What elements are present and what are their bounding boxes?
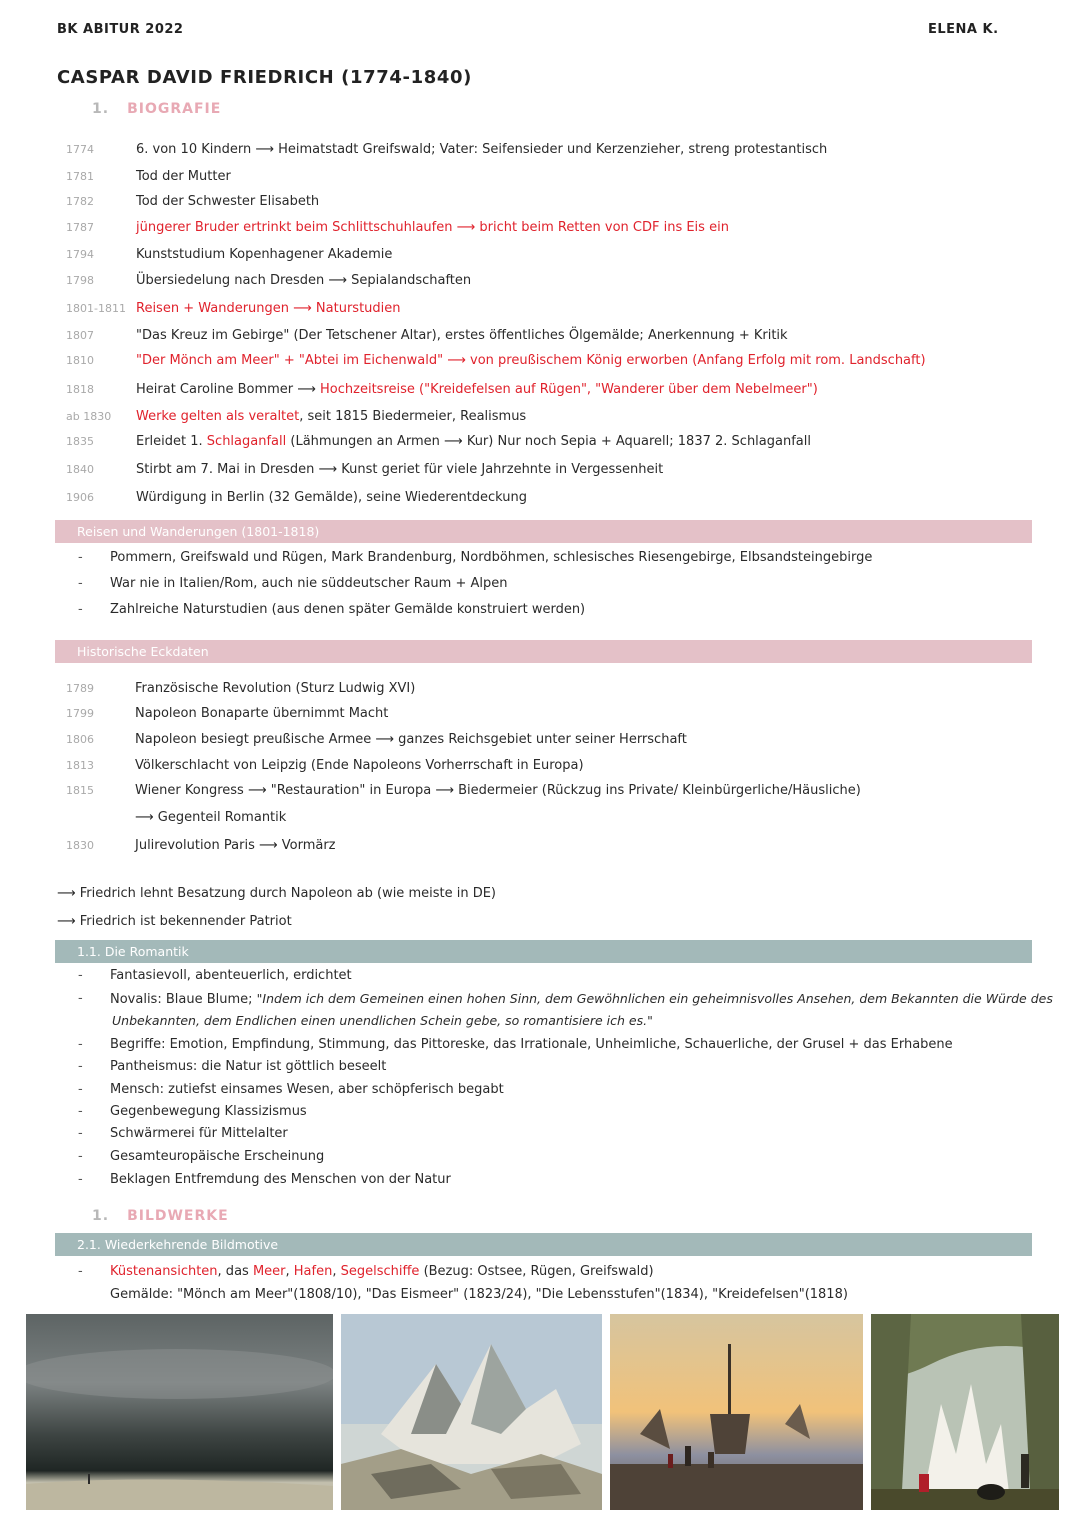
plain-text: Begriffe: Emotion, Empfindung, Stimmung, das Pittoreske, das Irrationale, Unheimliche, Schauerliche, der Grusel + das Erhabene bbox=[110, 1037, 953, 1052]
biography-row bbox=[0, 139, 1080, 161]
section-label: BIOGRAFIE bbox=[127, 101, 222, 117]
biography-row bbox=[0, 166, 1080, 188]
history-text: Napoleon besiegt preußische Armee ⟶ ganzes Reichsgebiet unter seiner Herrschaft bbox=[135, 732, 687, 747]
biography-row bbox=[0, 270, 1080, 292]
biography-year: 1801-1811 bbox=[66, 302, 126, 315]
plain-text: Gesamteuropäische Erscheinung bbox=[110, 1149, 325, 1164]
travel-heading: Reisen und Wanderungen (1801-1818) bbox=[55, 520, 1032, 543]
plain-text: Erleidet 1. bbox=[136, 434, 207, 449]
painting-image bbox=[26, 1314, 333, 1510]
bullet-dash: - bbox=[78, 1037, 83, 1052]
biography-row bbox=[0, 325, 1080, 347]
history-text: Julirevolution Paris ⟶ Vormärz bbox=[135, 838, 336, 853]
biography-text bbox=[136, 298, 401, 320]
biography-text bbox=[136, 325, 788, 347]
motif-red: Segelschiffe bbox=[340, 1264, 420, 1279]
painting-image bbox=[341, 1314, 602, 1510]
section-label: BILDWERKE bbox=[127, 1208, 229, 1224]
biography-year: ab 1830 bbox=[66, 410, 112, 423]
romantik-item bbox=[0, 1101, 1080, 1123]
plain-text: Tod der Mutter bbox=[136, 169, 231, 184]
motifs-line-2 bbox=[0, 1284, 1080, 1306]
plain-text: Novalis: Blaue Blume; bbox=[110, 992, 257, 1007]
biography-text bbox=[136, 166, 231, 188]
painting-image bbox=[871, 1314, 1059, 1510]
motifs-text bbox=[110, 1261, 654, 1283]
header-author: ELENA K. bbox=[928, 22, 999, 37]
biography-year: 1818 bbox=[66, 383, 94, 396]
bullet-dash: - bbox=[78, 1264, 83, 1279]
romantik-item-text bbox=[110, 1101, 307, 1123]
biography-row bbox=[0, 298, 1080, 320]
romantik-item-text bbox=[110, 1146, 324, 1168]
bullet-dash: - bbox=[78, 1104, 83, 1119]
biography-text bbox=[136, 244, 392, 266]
biography-year: 1807 bbox=[66, 329, 94, 342]
travel-item bbox=[0, 599, 1080, 621]
plain-text: Mensch: zutiefst einsames Wesen, aber schöpferisch begabt bbox=[110, 1082, 504, 1097]
biography-text bbox=[136, 139, 827, 161]
motif-red: Küstenansichten bbox=[110, 1264, 218, 1279]
biography-year: 1798 bbox=[66, 274, 94, 287]
plain-text: Gegenbewegung Klassizismus bbox=[110, 1104, 307, 1119]
romantik-item bbox=[0, 1123, 1080, 1145]
history-year: 1799 bbox=[66, 707, 94, 720]
plain-text: Heirat Caroline Bommer ⟶ bbox=[136, 382, 321, 397]
section-number: 1. bbox=[92, 1208, 110, 1224]
history-row bbox=[0, 703, 1080, 725]
painting-kreidefelsen bbox=[871, 1314, 1059, 1510]
plain-text: Übersiedelung nach Dresden ⟶ Sepialandschaften bbox=[136, 273, 472, 288]
biography-text bbox=[136, 350, 926, 372]
motif-sep: , das bbox=[217, 1264, 253, 1279]
romantik-item-text bbox=[110, 1056, 386, 1078]
romantik-item-text bbox=[110, 988, 1053, 1011]
history-year: 1806 bbox=[66, 733, 94, 746]
biography-row bbox=[0, 191, 1080, 213]
romantik-item-text bbox=[110, 1079, 504, 1101]
romantik-item bbox=[0, 1169, 1080, 1191]
history-text: Napoleon Bonaparte übernimmt Macht bbox=[135, 706, 389, 721]
travel-item bbox=[0, 547, 1080, 569]
novalis-quote-continued: Unbekannten, dem Endlichen einen unendlichen Schein gebe, so romantisiere ich es." bbox=[112, 1013, 653, 1028]
highlight-text: Schlaganfall bbox=[206, 434, 287, 449]
bullet-dash: - bbox=[78, 1172, 83, 1187]
history-text: Wiener Kongress ⟶ "Restauration" in Europa ⟶ Biedermeier (Rückzug ins Private/ Kleinbürgerliche/Häusliche) bbox=[135, 783, 861, 798]
bullet-dash: - bbox=[78, 991, 83, 1006]
biography-row bbox=[0, 217, 1080, 239]
romantik-item-text bbox=[110, 1034, 953, 1056]
romantik-heading: 1.1. Die Romantik bbox=[55, 940, 1032, 963]
biography-year: 1840 bbox=[66, 463, 94, 476]
bullet-dash: - bbox=[78, 550, 83, 565]
biography-text bbox=[136, 217, 729, 239]
plain-text: Pantheismus: die Natur ist göttlich beseelt bbox=[110, 1059, 387, 1074]
biography-year: 1835 bbox=[66, 435, 94, 448]
biography-text bbox=[136, 431, 811, 453]
biography-year: 1782 bbox=[66, 195, 94, 208]
plain-text: , seit 1815 Biedermeier, Realismus bbox=[299, 409, 527, 424]
romantik-item-text bbox=[110, 1169, 451, 1191]
page-title: CASPAR DAVID FRIEDRICH (1774-1840) bbox=[57, 67, 472, 88]
plain-text: Tod der Schwester Elisabeth bbox=[136, 194, 320, 209]
biography-row bbox=[0, 459, 1080, 481]
plain-text: Schwärmerei für Mittelalter bbox=[110, 1126, 288, 1141]
header-left: BK ABITUR 2022 bbox=[57, 22, 184, 37]
biography-year: 1781 bbox=[66, 170, 94, 183]
romantik-item-text bbox=[110, 1123, 288, 1145]
highlight-text: Hochzeitsreise ("Kreidefelsen auf Rügen", "Wanderer über dem Nebelmeer") bbox=[320, 382, 818, 397]
painting-image bbox=[610, 1314, 863, 1510]
biography-row bbox=[0, 406, 1080, 428]
travel-item bbox=[0, 573, 1080, 595]
romantik-item bbox=[0, 1034, 1080, 1056]
plain-text: Kunststudium Kopenhagener Akademie bbox=[136, 247, 393, 262]
history-year: 1813 bbox=[66, 759, 94, 772]
history-year: 1830 bbox=[66, 839, 94, 852]
biography-row bbox=[0, 379, 1080, 401]
romantik-item bbox=[0, 1146, 1080, 1168]
romantik-item bbox=[0, 1079, 1080, 1101]
bullet-dash: - bbox=[78, 1126, 83, 1141]
novalis-quote: "Indem ich dem Gemeinen einen hohen Sinn, dem Gewöhnlichen ein geheimnisvolles Ansehen, dem Bekannten die Würde des bbox=[256, 991, 1053, 1006]
highlight-text: jüngerer Bruder ertrinkt beim Schlittschuhlaufen ⟶ bricht beim Retten von CDF ins Eis ein bbox=[136, 220, 729, 235]
biography-text bbox=[136, 379, 818, 401]
history-year: 1789 bbox=[66, 682, 94, 695]
bullet-dash: - bbox=[78, 576, 83, 591]
history-text: Französische Revolution (Sturz Ludwig XVI) bbox=[135, 681, 416, 696]
section-biografie bbox=[92, 101, 221, 117]
biography-year: 1787 bbox=[66, 221, 94, 234]
travel-item-text: War nie in Italien/Rom, auch nie süddeutscher Raum + Alpen bbox=[110, 576, 508, 591]
conclusion-line: ⟶ Friedrich lehnt Besatzung durch Napoleon ab (wie meiste in DE) bbox=[57, 886, 496, 901]
painting-das-eismeer bbox=[341, 1314, 602, 1510]
biography-row bbox=[0, 350, 1080, 372]
biography-row bbox=[0, 487, 1080, 509]
history-text: ⟶ Gegenteil Romantik bbox=[135, 810, 287, 825]
highlight-text: Reisen + Wanderungen ⟶ Naturstudien bbox=[136, 301, 401, 316]
plain-text: Stirbt am 7. Mai in Dresden ⟶ Kunst geriet für viele Jahrzehnte in Vergessenheit bbox=[136, 462, 664, 477]
conclusion-line: ⟶ Friedrich ist bekennender Patriot bbox=[57, 914, 292, 929]
biography-text bbox=[136, 459, 663, 481]
motif-sep: , bbox=[332, 1264, 341, 1279]
romantik-item bbox=[0, 1056, 1080, 1078]
travel-item-text: Pommern, Greifswald und Rügen, Mark Brandenburg, Nordböhmen, schlesisches Riesengebirge, Elbsandsteingebirge bbox=[110, 550, 873, 565]
biography-text bbox=[136, 270, 471, 292]
biography-text bbox=[136, 191, 319, 213]
history-row bbox=[0, 755, 1080, 777]
plain-text: 6. von 10 Kindern ⟶ Heimatstadt Greifswald; Vater: Seifensieder und Kerzenzieher, streng protestantisch bbox=[136, 142, 828, 157]
bullet-dash: - bbox=[78, 1149, 83, 1164]
bullet-dash: - bbox=[78, 968, 83, 983]
section-number: 1. bbox=[92, 101, 110, 117]
history-row bbox=[0, 835, 1080, 857]
biography-row bbox=[0, 431, 1080, 453]
history-row bbox=[0, 678, 1080, 700]
motif-red: Meer bbox=[252, 1264, 286, 1279]
biography-row bbox=[0, 244, 1080, 266]
history-heading: Historische Eckdaten bbox=[55, 640, 1032, 663]
history-row bbox=[0, 807, 1080, 829]
motifs-paintings-text: Gemälde: "Mönch am Meer"(1808/10), "Das Eismeer" (1823/24), "Die Lebensstufen"(1834), "Kreidefelsen"(1818) bbox=[110, 1287, 848, 1302]
bullet-dash: - bbox=[78, 1082, 83, 1097]
bullet-dash: - bbox=[78, 602, 83, 617]
biography-text bbox=[136, 406, 526, 428]
plain-text: "Das Kreuz im Gebirge" (Der Tetschener Altar), erstes öffentliches Ölgemälde; Anerkennung + Kritik bbox=[136, 328, 788, 343]
highlight-text: "Der Mönch am Meer" + "Abtei im Eichenwald" ⟶ von preußischem König erworben (Anfang Erfolg mit rom. Landschaft) bbox=[136, 353, 926, 368]
motif-sep: , bbox=[285, 1264, 294, 1279]
romantik-item bbox=[0, 965, 1080, 987]
history-year: 1815 bbox=[66, 784, 94, 797]
history-row bbox=[0, 729, 1080, 751]
biography-text bbox=[136, 487, 527, 509]
biography-year: 1794 bbox=[66, 248, 94, 261]
romantik-item-text bbox=[110, 965, 352, 987]
history-text: Völkerschlacht von Leipzig (Ende Napoleons Vorherrschaft in Europa) bbox=[135, 758, 584, 773]
motif-rest: (Bezug: Ostsee, Rügen, Greifswald) bbox=[419, 1264, 654, 1279]
travel-item-text: Zahlreiche Naturstudien (aus denen später Gemälde konstruiert werden) bbox=[110, 602, 586, 617]
plain-text: Fantasievoll, abenteuerlich, erdichtet bbox=[110, 968, 352, 983]
bullet-dash: - bbox=[78, 1059, 83, 1074]
painting-moench-am-meer bbox=[26, 1314, 333, 1510]
romantik-item bbox=[0, 988, 1080, 1028]
history-row bbox=[0, 780, 1080, 802]
painting-die-lebensstufen bbox=[610, 1314, 863, 1510]
motif-red: Hafen bbox=[293, 1264, 333, 1279]
plain-text: Würdigung in Berlin (32 Gemälde), seine Wiederentdeckung bbox=[136, 490, 528, 505]
highlight-text: Werke gelten als veraltet bbox=[136, 409, 300, 424]
section-bildwerke bbox=[92, 1208, 229, 1224]
biography-year: 1906 bbox=[66, 491, 94, 504]
motifs-line-1 bbox=[0, 1261, 1080, 1283]
biography-year: 1810 bbox=[66, 354, 94, 367]
plain-text: (Lähmungen an Armen ⟶ Kur) Nur noch Sepia + Aquarell; 1837 2. Schlaganfall bbox=[286, 434, 811, 449]
plain-text: Beklagen Entfremdung des Menschen von der Natur bbox=[110, 1172, 451, 1187]
motifs-heading: 2.1. Wiederkehrende Bildmotive bbox=[55, 1233, 1032, 1256]
biography-year: 1774 bbox=[66, 143, 94, 156]
